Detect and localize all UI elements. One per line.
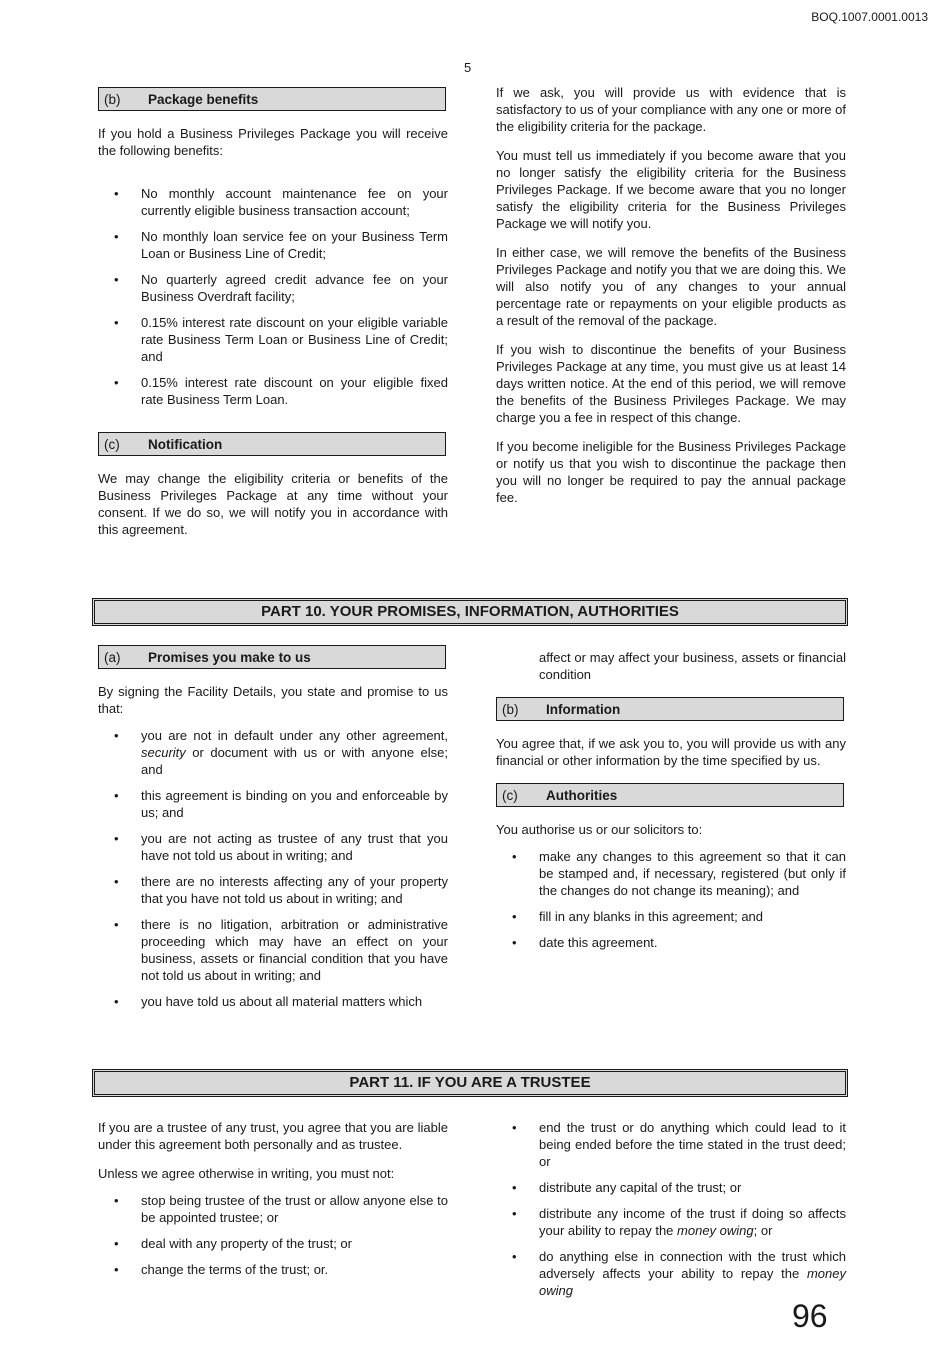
right-column-part10 [496, 649, 846, 960]
list-item: • change the terms of the trust; or. [114, 1262, 329, 1277]
section-header-notification: (c) Notification [98, 432, 446, 456]
section-header-information: (b) Information [496, 697, 844, 721]
promises-list [98, 727, 448, 1010]
trustee-list-right [496, 1119, 846, 1299]
trustee-paragraph: If you are a trustee of any trust, you agree that you are liable under this agreement both personally and as trustee. [98, 1120, 448, 1152]
trustee-paragraph: Unless we agree otherwise in writing, you must not: [98, 1166, 395, 1181]
document-reference: BOQ.1007.0001.0013 [811, 10, 928, 24]
list-item: • 0.15% interest rate discount on your eligible fixed rate Business Term Loan. [114, 375, 448, 407]
list-item: • make any changes to this agreement so that it can be stamped and, if necessary, registered (but only if the changes do not change its meaning); and [512, 849, 846, 898]
list-item: • you have told us about all material matters which [114, 994, 423, 1009]
paragraph: If you become ineligible for the Business Privileges Package or notify us that you wish to discontinue the package then you will no longer be required to pay the annual package fee. [496, 439, 846, 505]
list-item: • you are not in default under any other agreement, security or document with us or with anyone else; and [114, 728, 448, 777]
list-item: • stop being trustee of the trust or allow anyone else to be appointed trustee; or [114, 1193, 448, 1225]
list-item: • distribute any income of the trust if doing so affects your ability to repay the money owing; or [512, 1206, 846, 1238]
trustee-right-column [496, 1119, 846, 1308]
list-item: • you are not acting as trustee of any trust that you have not told us about in writing; and [114, 831, 448, 863]
list-item: • No quarterly agreed credit advance fee on your Business Overdraft facility; [114, 272, 448, 304]
promises-intro: By signing the Facility Details, you state and promise to us that: [98, 684, 448, 716]
list-item: • 0.15% interest rate discount on your eligible variable rate Business Term Loan or Business Line of Credit; and [114, 315, 448, 364]
list-item: • No monthly loan service fee on your Business Term Loan or Business Line of Credit; [114, 229, 448, 261]
list-item: • deal with any property of the trust; or [114, 1236, 352, 1251]
information-text: You agree that, if we ask you to, you will provide us with any financial or other information by the time specified by us. [496, 736, 846, 768]
footer-page-number: 96 [792, 1298, 828, 1334]
list-item: • fill in any blanks in this agreement; and [512, 909, 764, 924]
package-intro: If you hold a Business Privileges Package you will receive the following benefits: [98, 126, 448, 158]
notification-text: We may change the eligibility criteria or benefits of the Business Privileges Package at any time without your consent. If we do so, we will notify you in accordance with this agreement. [98, 471, 448, 537]
section-header-package-benefits: (b) Package benefits [98, 87, 446, 111]
paragraph: If you wish to discontinue the benefits of your Business Privileges Package at any time, you must give us at least 14 days written notice. At the end of this period, we will remove the benefits of the Business Privileges Package. We may charge you a fee in respect of this change. [496, 342, 846, 425]
paragraph: In either case, we will remove the benefits of the Business Privileges Package and notify you that we are doing this. We will also notify you of any changes to your annual percentage rate or repayments on your eligible products as a result of the removal of the package. [496, 245, 846, 328]
section-header-authorities: (c) Authorities [496, 783, 844, 807]
list-item: • end the trust or do anything which could lead to it being ended before the time stated in the trust deed; or [512, 1120, 846, 1169]
section-header-promises: (a) Promises you make to us [98, 645, 446, 669]
trustee-left-column [98, 1119, 448, 1287]
list-item: • date this agreement. [512, 935, 658, 950]
list-item: • do anything else in connection with the trust which adversely affects your ability to repay the money owing [512, 1249, 846, 1298]
paragraph: If we ask, you will provide us with evidence that is satisfactory to us of your compliance with any one or more of the eligibility criteria for the package. [496, 85, 846, 134]
trustee-list-left [98, 1192, 448, 1278]
list-item: • there are no interests affecting any of your property that you have not told us about in writing; and [114, 874, 448, 906]
left-column-top [98, 87, 448, 417]
list-item: • this agreement is binding on you and enforceable by us; and [114, 788, 448, 820]
right-column-top [496, 84, 846, 518]
list-item: • No monthly account maintenance fee on your currently eligible business transaction account; [114, 186, 448, 218]
promises-section [98, 645, 448, 1019]
list-item: • distribute any capital of the trust; or [512, 1180, 742, 1195]
package-benefits-list [98, 185, 448, 408]
part-11-heading: PART 11. IF YOU ARE A TRUSTEE [92, 1069, 848, 1097]
part-10-heading: PART 10. YOUR PROMISES, INFORMATION, AUTHORITIES [92, 598, 848, 626]
authorities-list [496, 848, 846, 951]
authorities-intro: You authorise us or our solicitors to: [496, 822, 703, 837]
notification-section [98, 432, 448, 550]
list-item: • there is no litigation, arbitration or administrative proceeding which may have an effect on your business, assets or financial condition that you have not told us about in writing; and [114, 917, 448, 983]
paragraph: You must tell us immediately if you become aware that you no longer satisfy the eligibility criteria for the Business Privileges Package. If we become aware that you no longer satisfy the eligibility criteria for the Business Privileges Package we will notify you. [496, 148, 846, 231]
promises-continued: affect or may affect your business, assets or financial condition [539, 650, 846, 682]
page-number: 5 [464, 60, 472, 75]
